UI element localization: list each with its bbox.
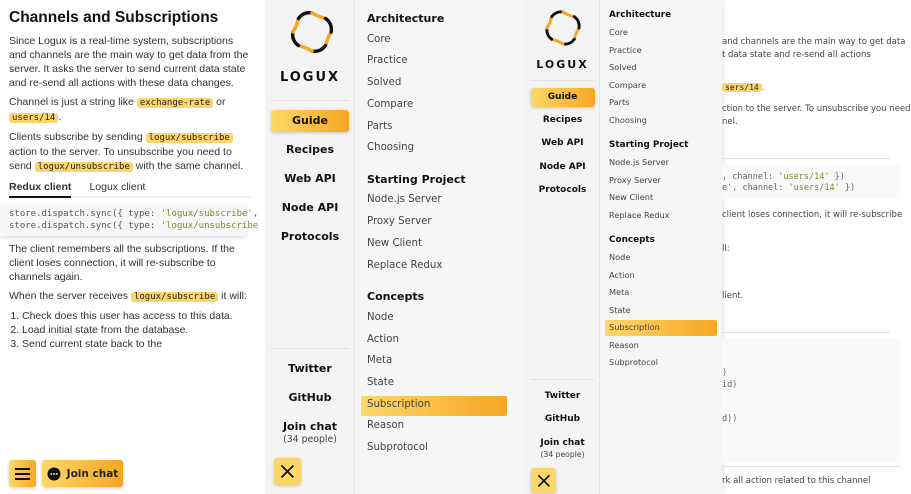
submenu-item-subscription[interactable]: Subscription bbox=[609, 321, 660, 332]
bg-text: rk all action related to this channel bbox=[722, 476, 871, 486]
steps-list bbox=[9, 309, 251, 351]
nav-item-recipes[interactable]: Recipes bbox=[285, 143, 335, 157]
nav-link-github[interactable]: GitHub bbox=[288, 391, 332, 405]
code: d)) bbox=[722, 414, 738, 424]
page-title: Channels and Subscriptions bbox=[9, 9, 219, 26]
nav-item-guide[interactable]: Guide bbox=[547, 91, 578, 102]
submenu-item-reason[interactable]: Reason bbox=[609, 339, 639, 350]
nav-item-guide[interactable]: Guide bbox=[292, 114, 328, 128]
code: }) bbox=[829, 172, 845, 182]
submenu-item-core[interactable]: Core bbox=[609, 26, 628, 37]
code bbox=[722, 183, 855, 193]
submenu-item-node-js-server[interactable]: Node.js Server bbox=[609, 156, 669, 167]
join-chat-button[interactable] bbox=[42, 460, 123, 487]
submenu-item-action[interactable]: Action bbox=[609, 269, 635, 280]
divider bbox=[531, 379, 594, 380]
bg-text: ll: bbox=[722, 244, 730, 254]
code: , channel: bbox=[722, 172, 779, 182]
nav-item-recipes[interactable]: Recipes bbox=[542, 114, 583, 125]
submenu-item-replace-redux[interactable]: Replace Redux bbox=[367, 260, 443, 272]
text: Clients subscribe by sending bbox=[9, 131, 146, 143]
submenu-item-parts[interactable]: Parts bbox=[367, 121, 393, 133]
text: Channel is just a string like bbox=[9, 96, 137, 108]
close-icon bbox=[280, 464, 295, 479]
submenu-heading: Starting Project bbox=[609, 139, 689, 150]
code: id) bbox=[722, 380, 738, 390]
bg-text: and channels are the main way to get data bbox=[722, 37, 906, 47]
submenu-item-new-client[interactable]: New Client bbox=[367, 238, 422, 250]
submenu-heading: Architecture bbox=[609, 9, 672, 20]
close-menu-button[interactable] bbox=[531, 468, 556, 493]
bg-text: sers/14 . bbox=[722, 83, 764, 93]
submenu-item-subprotocol[interactable]: Subprotocol bbox=[609, 356, 658, 367]
logo-wordmark: LOGUX bbox=[279, 70, 341, 85]
nav-item-web-api[interactable]: Web API bbox=[541, 137, 584, 148]
nav-link-twitter[interactable]: Twitter bbox=[288, 362, 332, 376]
submenu-heading: Concepts bbox=[367, 290, 425, 304]
text: action to the server. To unsubscribe you need to send bbox=[9, 146, 232, 172]
code-block bbox=[0, 204, 259, 236]
submenu-item-solved[interactable]: Solved bbox=[609, 61, 637, 72]
code: ) bbox=[722, 368, 728, 378]
divider bbox=[722, 332, 890, 333]
nav-item-node-api[interactable]: Node API bbox=[281, 201, 339, 215]
submenu-item-node-js-server[interactable]: Node.js Server bbox=[367, 194, 442, 206]
nav-item-node-api[interactable]: Node API bbox=[539, 161, 586, 172]
submenu-item-new-client[interactable]: New Client bbox=[609, 191, 654, 202]
submenu-item-practice[interactable]: Practice bbox=[367, 55, 408, 67]
submenu-item-state[interactable]: State bbox=[609, 304, 631, 315]
submenu-item-node[interactable]: Node bbox=[609, 251, 631, 262]
server-paragraph bbox=[9, 289, 251, 304]
submenu-item-meta[interactable]: Meta bbox=[609, 286, 630, 297]
text: . bbox=[58, 111, 62, 123]
join-chat-label: Join chat bbox=[66, 467, 119, 480]
code-string: 'logux/subscribe' bbox=[160, 209, 253, 219]
submenu-item-node[interactable]: Node bbox=[367, 312, 394, 324]
bg-text: client loses connection, it will re-subscribe bbox=[722, 210, 903, 220]
inline-code: logux/subscribe bbox=[146, 133, 233, 143]
code-block bbox=[722, 339, 900, 463]
divider bbox=[531, 80, 594, 81]
code: , bbox=[252, 209, 259, 219]
nav-item-protocols[interactable]: Protocols bbox=[538, 184, 587, 195]
bg-text: lient. bbox=[722, 291, 744, 301]
submenu-item-parts[interactable]: Parts bbox=[609, 96, 630, 107]
submenu-item-state[interactable]: State bbox=[367, 377, 394, 389]
submenu-item-action[interactable]: Action bbox=[367, 334, 399, 346]
article-panel bbox=[0, 0, 265, 494]
submenu-item-choosing[interactable]: Choosing bbox=[367, 142, 415, 154]
close-menu-button[interactable] bbox=[274, 458, 301, 485]
divider bbox=[271, 348, 349, 349]
nav-link-join-chat[interactable]: Join chat bbox=[282, 420, 338, 434]
nav-link-join-chat[interactable]: Join chat bbox=[540, 437, 585, 448]
chat-icon bbox=[47, 467, 61, 481]
submenu-item-practice[interactable]: Practice bbox=[609, 44, 642, 55]
inline-code: exchange-rate bbox=[137, 98, 213, 108]
code-string: 'logux/unsubscribe bbox=[160, 221, 259, 231]
inline-code: logux/subscribe bbox=[131, 292, 218, 302]
code bbox=[722, 172, 845, 182]
submenu-item-choosing[interactable]: Choosing bbox=[609, 114, 647, 125]
menu-button[interactable] bbox=[9, 460, 36, 487]
code: e', channel: bbox=[722, 183, 789, 193]
text: or bbox=[213, 96, 226, 108]
submenu-item-proxy-server[interactable]: Proxy Server bbox=[609, 174, 661, 185]
submenu-item-subscription[interactable]: Subscription bbox=[367, 399, 431, 411]
channel-paragraph bbox=[9, 95, 251, 125]
list-item: 1. Check does this user has access to this data. bbox=[22, 309, 251, 323]
nav-item-web-api[interactable]: Web API bbox=[284, 172, 336, 186]
submenu-item-reason[interactable]: Reason bbox=[367, 420, 405, 432]
divider bbox=[722, 158, 890, 159]
submenu-item-subprotocol[interactable]: Subprotocol bbox=[367, 442, 428, 454]
text: with the same channel. bbox=[132, 160, 244, 172]
nav-item-protocols[interactable]: Protocols bbox=[280, 230, 340, 244]
inline-code: users/14 bbox=[9, 113, 58, 123]
tab-logux-client[interactable]: Logux client bbox=[89, 181, 146, 193]
divider bbox=[271, 100, 349, 101]
nav-link-twitter[interactable]: Twitter bbox=[544, 390, 581, 401]
code: store.dispatch.sync({ type: bbox=[9, 221, 161, 231]
inline-code: logux/unsubscribe bbox=[35, 162, 133, 172]
logo-wordmark: LOGUX bbox=[536, 58, 589, 71]
chat-people-count: (34 people) bbox=[540, 449, 585, 459]
submenu-item-compare[interactable]: Compare bbox=[609, 79, 647, 90]
text: When the server receives bbox=[9, 290, 131, 302]
submenu-item-replace-redux[interactable]: Replace Redux bbox=[609, 209, 670, 220]
chat-people-count: (34 people) bbox=[283, 434, 337, 446]
intro-paragraph: Since Logux is a real-time system, subscriptions and channels are the main way to get data from the server. It asks the server to send current data state and re-send all actions with these data changes. bbox=[9, 35, 249, 89]
code: store.dispatch.sync({ type: bbox=[9, 209, 161, 219]
text: it will: bbox=[218, 290, 247, 302]
tab-redux-client[interactable]: Redux client bbox=[9, 180, 71, 198]
divider bbox=[722, 466, 900, 467]
nav-link-github[interactable]: GitHub bbox=[544, 413, 581, 424]
code-string: 'users/14' bbox=[778, 172, 830, 182]
list-item: 3. Send current state back to the bbox=[22, 337, 251, 351]
submenu-heading: Starting Project bbox=[367, 173, 466, 187]
logux-logo-icon bbox=[543, 8, 583, 48]
inline-code: sers/14 bbox=[722, 83, 762, 92]
remember-paragraph: The client remembers all the subscriptions. If the client loses connection, it will re-subscribe to channels again. bbox=[9, 243, 235, 283]
close-icon bbox=[537, 474, 551, 488]
submenu-heading: Architecture bbox=[367, 12, 445, 26]
bg-text: ction to the server. To unsubscribe you need bbox=[722, 104, 911, 114]
code: }) bbox=[839, 183, 856, 193]
submenu-item-solved[interactable]: Solved bbox=[367, 77, 402, 89]
code-block bbox=[722, 165, 900, 199]
code-string: 'users/14' bbox=[788, 183, 840, 193]
submenu-item-meta[interactable]: Meta bbox=[367, 355, 393, 367]
logux-logo-icon bbox=[288, 8, 336, 56]
bg-text: nel. bbox=[722, 117, 738, 127]
list-item: 2. Load initial state from the database. bbox=[22, 323, 251, 337]
bg-text: t data state and re-send all actions bbox=[722, 50, 871, 60]
client-tabs bbox=[9, 180, 251, 198]
submenu-item-proxy-server[interactable]: Proxy Server bbox=[367, 216, 432, 228]
submenu-item-compare[interactable]: Compare bbox=[367, 99, 414, 111]
subscribe-paragraph bbox=[9, 130, 251, 174]
submenu-heading: Concepts bbox=[609, 234, 655, 245]
hamburger-icon bbox=[15, 468, 30, 480]
submenu-item-core[interactable]: Core bbox=[367, 34, 391, 46]
